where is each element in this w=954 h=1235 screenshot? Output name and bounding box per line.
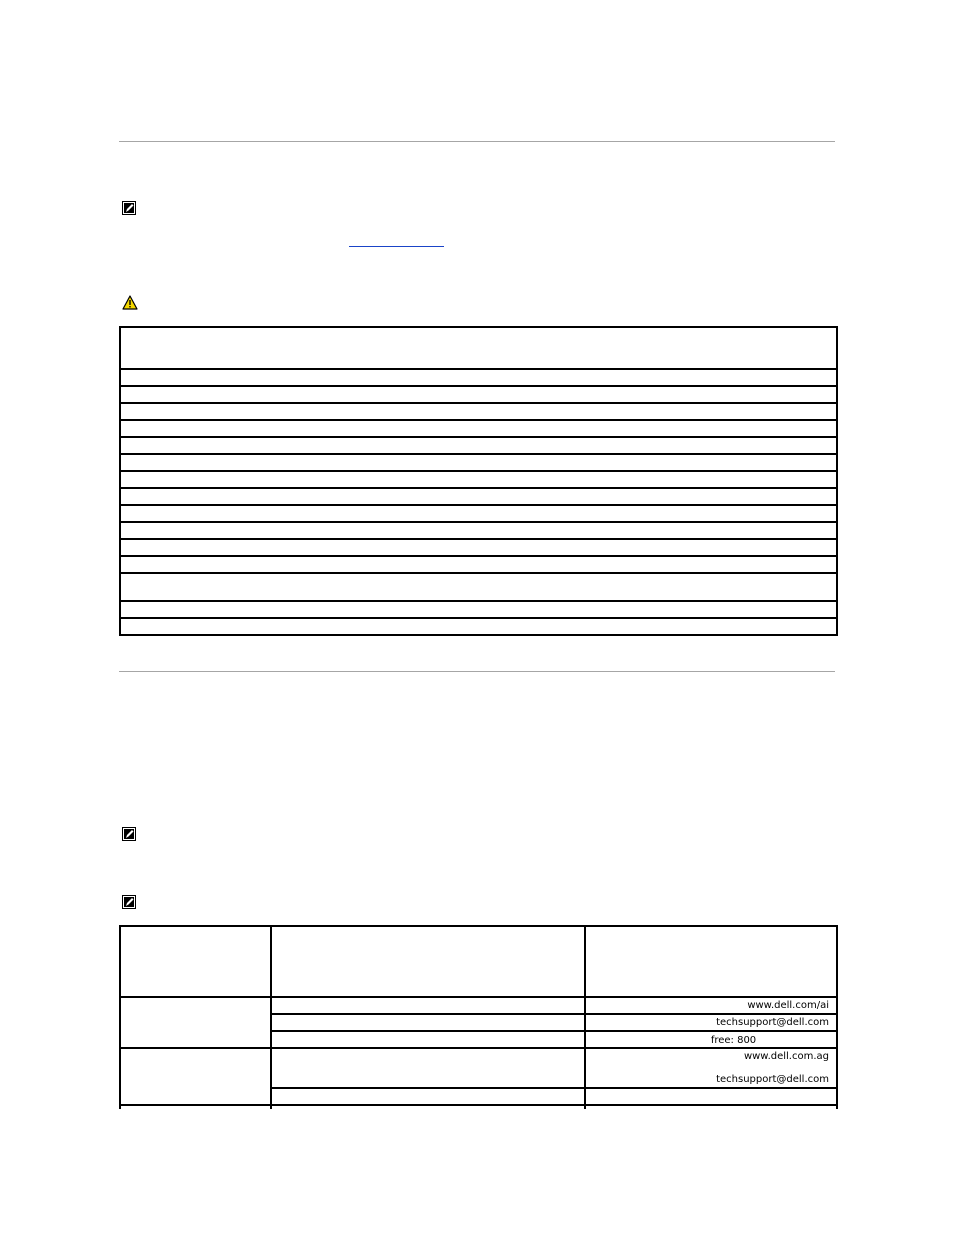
table-header-row bbox=[120, 926, 837, 997]
table-cell bbox=[120, 539, 837, 556]
table-cell bbox=[120, 327, 837, 369]
section-divider-bottom bbox=[119, 671, 835, 672]
table-cell bbox=[120, 403, 837, 420]
table-cell bbox=[120, 522, 837, 539]
table-cell bbox=[120, 488, 837, 505]
website-link[interactable]: www.dell.com.ag bbox=[743, 1051, 829, 1062]
table-cell bbox=[271, 997, 585, 1014]
table-cell bbox=[120, 420, 837, 437]
table-cell bbox=[271, 1088, 585, 1105]
note-pencil-icon bbox=[122, 895, 136, 909]
table-row bbox=[120, 454, 837, 471]
caution-triangle-icon bbox=[122, 295, 138, 310]
table-row bbox=[120, 556, 837, 573]
table-cell bbox=[120, 471, 837, 488]
table-row bbox=[120, 437, 837, 454]
email-link[interactable]: techsupport@dell.com bbox=[585, 1014, 837, 1031]
table-row bbox=[120, 505, 837, 522]
table-cell bbox=[120, 573, 837, 601]
table-row bbox=[120, 420, 837, 437]
table-row bbox=[120, 522, 837, 539]
table-row bbox=[120, 539, 837, 556]
note-pencil-icon bbox=[122, 827, 136, 841]
table-cell bbox=[271, 1014, 585, 1031]
table-cell bbox=[120, 386, 837, 403]
table-row bbox=[120, 1105, 837, 1109]
phone-number: free: 800 bbox=[585, 1031, 837, 1048]
contact-cell bbox=[585, 1048, 837, 1088]
note-pencil-icon bbox=[122, 201, 136, 215]
email-link[interactable]: techsupport@dell.com bbox=[716, 1074, 829, 1085]
table-cell bbox=[120, 505, 837, 522]
hyperlink-underline[interactable] bbox=[349, 246, 444, 247]
table-cell bbox=[120, 556, 837, 573]
table-row bbox=[120, 369, 837, 386]
table-cell bbox=[271, 1048, 585, 1088]
table-cell bbox=[585, 1105, 837, 1109]
table-cell bbox=[271, 1105, 585, 1109]
table-cell bbox=[585, 1088, 837, 1105]
specification-table bbox=[119, 326, 838, 636]
table-row bbox=[120, 997, 837, 1014]
contact-table bbox=[119, 925, 838, 1109]
table-cell bbox=[120, 1048, 271, 1105]
table-cell bbox=[120, 1105, 271, 1109]
table-row bbox=[120, 601, 837, 618]
website-link[interactable]: www.dell.com/ai bbox=[585, 997, 837, 1014]
table-cell bbox=[120, 926, 271, 997]
table-row bbox=[120, 386, 837, 403]
table-cell bbox=[120, 601, 837, 618]
table-cell bbox=[120, 437, 837, 454]
table-row bbox=[120, 1048, 837, 1088]
table-cell bbox=[120, 369, 837, 386]
table-row bbox=[120, 403, 837, 420]
table-cell bbox=[271, 1031, 585, 1048]
table-row bbox=[120, 488, 837, 505]
section-divider-top bbox=[119, 141, 835, 142]
table-cell bbox=[120, 618, 837, 635]
table-row bbox=[120, 573, 837, 601]
table-row bbox=[120, 618, 837, 635]
table-header-row bbox=[120, 327, 837, 369]
table-cell bbox=[585, 926, 837, 997]
table-cell bbox=[120, 997, 271, 1048]
table-row bbox=[120, 471, 837, 488]
table-cell bbox=[120, 454, 837, 471]
table-cell bbox=[271, 926, 585, 997]
